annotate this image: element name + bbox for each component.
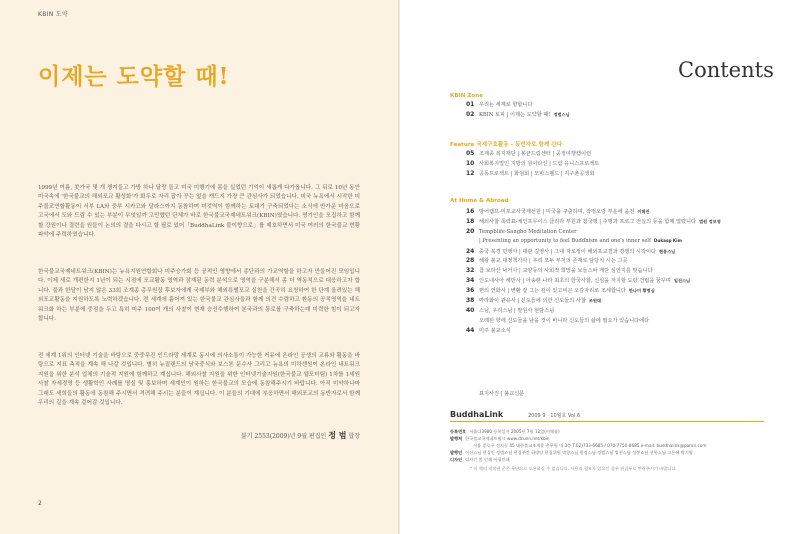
- toc-item[interactable]: [466, 248, 766, 258]
- toc-page-number: 16: [466, 208, 475, 215]
- toc-title: 사회복지법인 지방의 원이타신 | 드림 유니스프로젝트: [479, 160, 600, 167]
- imprint-line: 서울 종로구 견지동 45 대한불교조계종 총무원 내 3층 T.02)733-6685 / 070-7750-8685 e-mail. buddhalink@paran.com: [473, 443, 707, 449]
- signature-suffix: 합장: [348, 433, 360, 440]
- toc-page-number: 32: [466, 267, 475, 275]
- toc-title: 인도내사아 해만사 | 아송랜 나라 최초의 한국사찰, 신심을 저지할 도량 건립을 꿈꾸며 일진스님: [479, 278, 691, 285]
- toc-page-number: 12: [466, 169, 475, 177]
- toc-title: 스님, 우리스님 | 발원사 현담스님: [479, 307, 555, 314]
- issue-label: 2009 9 · 10월호 Vol.6: [528, 413, 581, 419]
- signature-prefix: 불기 2553(2009)년 9월 편집인: [240, 433, 327, 440]
- contents-title: Contents: [678, 58, 774, 82]
- toc-item[interactable]: [466, 170, 766, 180]
- toc-section-heading: KBIN Zone: [450, 93, 483, 99]
- toc-item[interactable]: [466, 297, 766, 307]
- toc-item[interactable]: [466, 150, 766, 160]
- toc-section-heading: At Home & Abroad: [450, 198, 509, 204]
- toc-item[interactable]: [466, 267, 766, 277]
- toc-item[interactable]: [466, 101, 766, 111]
- toc-page-number: 10: [466, 159, 475, 167]
- toc-page-number: 38: [466, 297, 475, 305]
- masthead-bar: [450, 408, 764, 422]
- toc-title: 해외사찰 폭력표-체인프무이스 클리라 부원과 첨국행 | 수행과 프로그 전실의 등을 함께 열렸니다 법원 정보영: [479, 218, 721, 225]
- body-paragraph: 한국불교국제네트워크(KBIN)는 뉴욕지원연합회나 미주승가회 등 공적인 영향에서 종단과의 가교역할을 하고자 만들어진 모임입니다. 이제 새로 개편한지 1년이 되는 시점에 포교활동 영역과 잠재된 동력 분석으로 영역을 구분해서 좀 더 역동적으로 대응하고자 합니다. 불과 한달이 남지 않은 33회 조계종 총무원장 후보자에게 국제부와 해외특별포교 실천을 간곡히 요청하여 한 단계 올려있는 해외포교활동을 지원하도록 노력하겠습니다. 전 세계에 흩어져 있는 한국불교 관심사들과 함께 의견 수렴하고 환동의 공적영역을 네트워크화 하는 부분에 중점을 두고 특히 미주 100여 개의 사찰이 현재 승선수행하여 본국과의 통로를 구축하는데 미력한 힘이 되고자 합니다.: [38, 269, 360, 323]
- toc-title: 중국 북경 민행사 | 대관 길영사 | 그대 자로정이 해외포교결과 경쟁의 시작이다 현봉스님: [479, 248, 676, 255]
- brand-logo: BuddhaLink: [450, 410, 504, 419]
- toc-page-number: 18: [466, 217, 475, 225]
- toc-page-number: 05: [466, 150, 475, 157]
- body-paragraph: 1999년 여름, 美가국 몇 개 챙겨들고 가방 하나 달랑 들고 미국 미행기에 몸을 실었던 기억이 새롭게 다가옵니다. 그 뒤로 10년 동안 미국속에 '한국불교의 해외포교 활성화'가 화두로 자리 잡아 꾸는 엎을 캐드지 가장 큰 관심사가 되었습니다. 미국 뉴욕에서 시작한 미주불교연합활동이 서부 LA와 중부 시카고와 달라스까지 동참하며 미것역이 함께하는 토대가 구축되었다는 소식에 반가운 마음으로 고국에서 도와 드림 수 있는 부분이 무엇일까 고민했던 단체가 바로 한국불교국제네트워크(KBIN)였습니다. 명기인을 모집하고 함께할 강원이나 결련을 원들이 논의의 결을 다시고 할 필로 있어「BuddhaLink 불이향으로」를 제호하면서 미국 여러의 한국불교 현황파악에 주력하였습니다.: [38, 185, 360, 239]
- toc-title: 편의 연화사 | 변환 잘 그는 깊이 있고비곤 오감자리로 조세합니다 한나미 황명심: [479, 288, 655, 295]
- toc-item[interactable]: [466, 277, 766, 287]
- toc-title: 해왕 불교 대정책가사 | 우리 모두 부처의 존재로 담당치 시는 그곳: [479, 258, 628, 265]
- editor-signature: [38, 430, 360, 441]
- toc-item-continuation: [466, 238, 766, 248]
- toc-list: [466, 150, 766, 180]
- toc-title: 미주 불교소식: [479, 327, 511, 334]
- toc-page-number: 28: [466, 257, 475, 265]
- toc-page-number: 02: [466, 110, 475, 118]
- toc-title: KBIN 토피 | 이제는 도약할 때! 정범스님: [479, 111, 570, 118]
- right-page: [400, 0, 800, 534]
- toc-page-number: 20: [466, 227, 475, 235]
- toc-page-number: 36: [466, 287, 475, 295]
- toc-subtitle: | Presenting an opportunity to feel Buddhism and one's inner self Dukasp Kim: [479, 237, 682, 244]
- toc-item[interactable]: [466, 287, 766, 297]
- toc-page-number: 01: [466, 101, 475, 108]
- toc-title: 공동프로젝트 | 화엄회 | 모바스펠드 | 지구촌공생회: [479, 170, 595, 177]
- toc-subtitle: 오래된 향에 신도들을 남을 것이 바니라 신도들의 삶에 필요가 있습니다에다: [479, 317, 650, 324]
- toc-page-number: 34: [466, 277, 475, 285]
- imprint-line: 발행처 한국불교국제네트워크 www.dcunn.net/kbin: [450, 436, 550, 442]
- toc-item[interactable]: [466, 228, 766, 238]
- toc-page-number: 44: [466, 326, 475, 334]
- toc-item[interactable]: [466, 307, 766, 317]
- toc-title: 우리는 세계로 향합니다: [479, 102, 533, 108]
- toc-item[interactable]: [466, 327, 766, 337]
- section-tag: KBIN 도약: [38, 11, 68, 18]
- toc-title: 마라화이 관유사 | 신도들에 의한 신도들의 사찰 조원대: [479, 298, 601, 305]
- toc-item[interactable]: [466, 218, 766, 228]
- page-headline: 이제는 도약할 때!: [38, 63, 230, 90]
- editor-name: 정 범: [328, 430, 347, 440]
- toc-item[interactable]: [466, 160, 766, 170]
- toc-list: [466, 208, 766, 337]
- toc-item-continuation: [466, 317, 766, 327]
- body-paragraph: 전 세계 1위의 인터넷 기술을 바탕으로 중중무진 인드라망 세계로 동시에 의사소통이 가능한 커뮤에 온라인 공생의 교류와 활동을 바탕으로 지표 측적을 계속 해 나갈 것입니다. 별히 뉴질랜드의 남국중식와 보스톤 문수사 그리고 뉴욕의 미하센원이 온라인 네트워크 지원을 위한 분석 업체의 기술적 지원에 함께하고 계십니다. 해외사찰 지원을 위한 인터넷기술지원(한국불교 웹모터팀) 1차를 1세원 사찰 자세경영 등 생활학인 사례를 명실 및 홍보하며 세계인이 원하는 한국불교의 모습에 동참해주시기 바랍니다. 아직 미약하나마 그래도 세희들의 활동에 동참해 주시면서 격려해 주시는 분들이 계십니다. 이 분들의 기대에 부응하면서 해외포교의 동반자로서 함께 우리의 길을 계속 걸어갈 것입니다.: [38, 353, 360, 407]
- imprint-block: [450, 428, 768, 473]
- toc-title: 조계종 복지재단 | 봉균드림센터 | 공정여행캠이런: [479, 151, 591, 157]
- toc-list: [466, 101, 766, 121]
- imprint-line: 디자인 디자인 봄 인쇄 이평인쇄: [450, 457, 510, 463]
- toc-section-heading: Feature 국제구호활동 - 동반자로 함께 간다: [450, 142, 563, 148]
- toc-title: 방어캠프-미포교사국제선원 | 미국을 구출하며, 작정오랑 부운에 움전 이해진: [479, 209, 650, 215]
- toc-item[interactable]: [466, 257, 766, 267]
- imprint-line: 등록번호 서울다3980 등록일자 2005년 7월 12일(비매품): [450, 429, 560, 434]
- page-number: 2: [38, 500, 42, 507]
- toc-item[interactable]: [466, 208, 766, 218]
- copyright-note: * 이 책의 저작권 운은 무단으로 도용하실 수 없습니다. 사용과 협조가 있으신 경우 편집부로 연락주시기 바랍니다.: [470, 466, 677, 472]
- toc-title: Tempblife-Sangbo Meditation Center: [479, 228, 577, 235]
- toc-title: 참 보라산 낙거사 | 교양등의 사회적 희망을 보들스바 게단 심연지를 맞습니다: [479, 268, 653, 275]
- cover-credit: 표지사진 | 불교신문: [479, 391, 525, 397]
- imprint-line: 발행인 이선스님 편집인 정범스님 편집주간 하방당 편집위원 박창스님 원정스님 정범스님 법천스님 성봉스님 선원스님 고은혜 박기영: [450, 450, 693, 456]
- toc-item[interactable]: [466, 111, 766, 121]
- toc-page-number: 40: [466, 306, 475, 314]
- toc-page-number: 24: [466, 247, 475, 255]
